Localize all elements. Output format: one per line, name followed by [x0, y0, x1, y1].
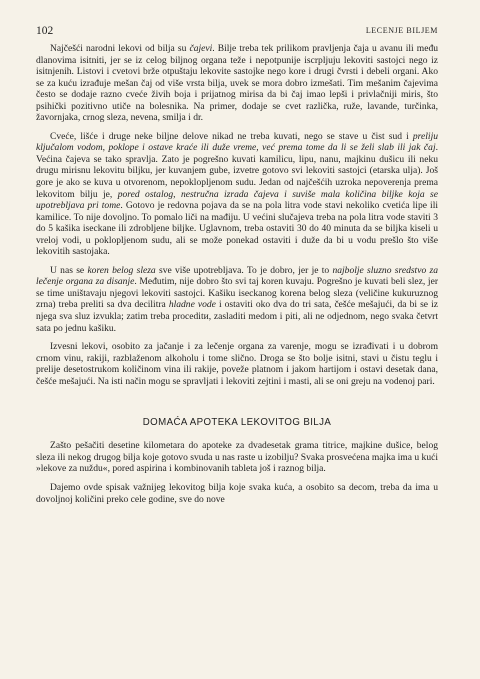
section-title: DOMAĆA APOTEKA LEKOVITOG BILJA [142, 417, 332, 429]
italic-text: hladne vode [168, 299, 216, 311]
text-run: U nas se [50, 264, 88, 276]
page-number: 102 [36, 25, 54, 37]
text-run: sve više upotrebljava. To je dobro, jer je to [155, 264, 333, 276]
italic-text: koren belog sleza [87, 264, 156, 276]
text-run: Zašto pešačiti desetine kilometara do apoteke za dvadesetak grama titrice, majkine dušice, belog sleza ili nekog drugog bilja koje gotovo svuda u nas raste u izobilju? Svaka prosvećena majka ima u kući »lekove za nuždu«, pored aspirina i kombinovanih tableta još i raznog bilja. [36, 440, 438, 475]
body-paragraph [36, 440, 438, 475]
text-run: i ostaviti oko dva do tri sata, češće mešajući, da bi se iz njega sva sluz izvukla; zatim treba proceditи, zasladiti medom i piti, ali ne odjednom, nego svaka četvrt sata po jednu kašiku. [36, 299, 438, 334]
italic-text: najbolje sluzno sredstvo za lečenje organa za disanje [36, 264, 438, 288]
italic-text: pored ostalog, nestručna izrada čajeva i suviše mala količina biljke koja se upotrebljava pri tome [36, 188, 438, 212]
body-paragraph [36, 265, 438, 334]
running-head: LECENJE BILJEM [365, 26, 438, 35]
body-paragraph [36, 482, 438, 505]
body-paragraph [36, 131, 438, 258]
text-run: . Većina čajeva se tako spravlja. Zato je pogrešno kuvati kamilicu, lipu, nanu, majkinu dušicu ili neku drugu mirisnu lekovitu biljku, jer kuvanjem gube, izvetre gotovo svi lekoviti sastojci (etarska ulja). Još gore je ako se kuva u otvorenom, nepoklopljenom sudu. Jedan od najčešćih uzroka nepoverenja prema lekovitom bilju je, [36, 142, 438, 200]
text-run: . Gotovo je redovna pojava da se na pola litra vode stavi nekoliko cvetića lipe ili kamilice. To nije dovoljno. To pomalo liči na mađiju. U većini slučajeva treba na pola litra vode staviti 3 do 5 kašika iseckane ili zdrobljene biljke. Uglavnom, treba ostaviti 30 do 40 minuta da se biljka kiseli u vreloj vodi, u poklopljenom sudu, ali se može ponekad ostaviti i duže da bi u vodu prešlo što više lekovitih sastojaka. [36, 200, 439, 258]
text-run: Najčešći narodni lekovi od bilja su [50, 43, 190, 54]
body-paragraph [36, 341, 438, 387]
text-run: Izvesni lekovi, osobito za jačanje i za lečenje organa za varenje, mogu se izrađivati i u dobrom crnom vinu, rakiji, razblaženom alkoholu i tome slično. Droga se što bolje isitni, stavi u čistu teglu i prelije desetostrukom količinom vina ili rakije, poveže platnom i jakom hartijom i ostavi desetak dana, češće mešajući. Na isti način mogu se spravljati i lekoviti zejtini i masti, ali se oni greju na vodenoj pari. [36, 341, 438, 387]
text-run: . Međutim, nije dobro što svi taj koren kuvaju. Pogrešno je kuvati beli slez, jer se time uništavaju njegovi lekoviti sastojci. Kašiku iseckanog korena belog sleza (veličine kukuruznog zrna) treba preliti sa dva decilitra [36, 276, 438, 311]
text-run: Dajemo ovde spisak važnijeg lekovitog bilja koje svaka kuća, a osobito sa decom, treba da ima u dovoljnoj količini preko cele godine, sve do nove [36, 481, 438, 505]
text-run: Cveće, lišće i druge neke biljne delove nikad ne treba kuvati, nego se stave u čist sud i [50, 130, 413, 142]
paragraphs-after-section [36, 440, 438, 505]
page-header [36, 25, 438, 39]
italic-text: čajevi [189, 43, 213, 54]
text-run: . Bilje treba tek prilikom pravljenja čaja u avanu ili među dlanovima isitniti, jer se iz celog biljnog organa teže i nepotpunije iscrpljuju lekoviti sastojci nego iz isitnjenih. Listovi i cvetovi brže otpuštaju lekovite sastojke nego kore i drugi čvrsti i debeli organi. Ako se za kuću izrađuje mešan čaj od više vrsta bilja, uvek se mora dobro izmešati. Tim mešanim čajevima često se dodaje razno cveće živih boja i prijatnog mirisa da bi čaj imao lepši i privlačniji miris, što psihički pozitivno utiče na bolesnika. Na primer, dodaje se cvet različka, ruže, lavande, turčinka, žavornjaka, crnog sleza, nevena, smilja i dr. [36, 43, 439, 124]
page-body [36, 43, 438, 512]
italic-text: preliju ključalom vodom, poklope i ostave kraće ili duže vreme, već prema tome da li se želi slab ili jak čaj [36, 130, 438, 154]
paragraphs-before-section [36, 43, 438, 387]
body-paragraph [36, 43, 438, 124]
